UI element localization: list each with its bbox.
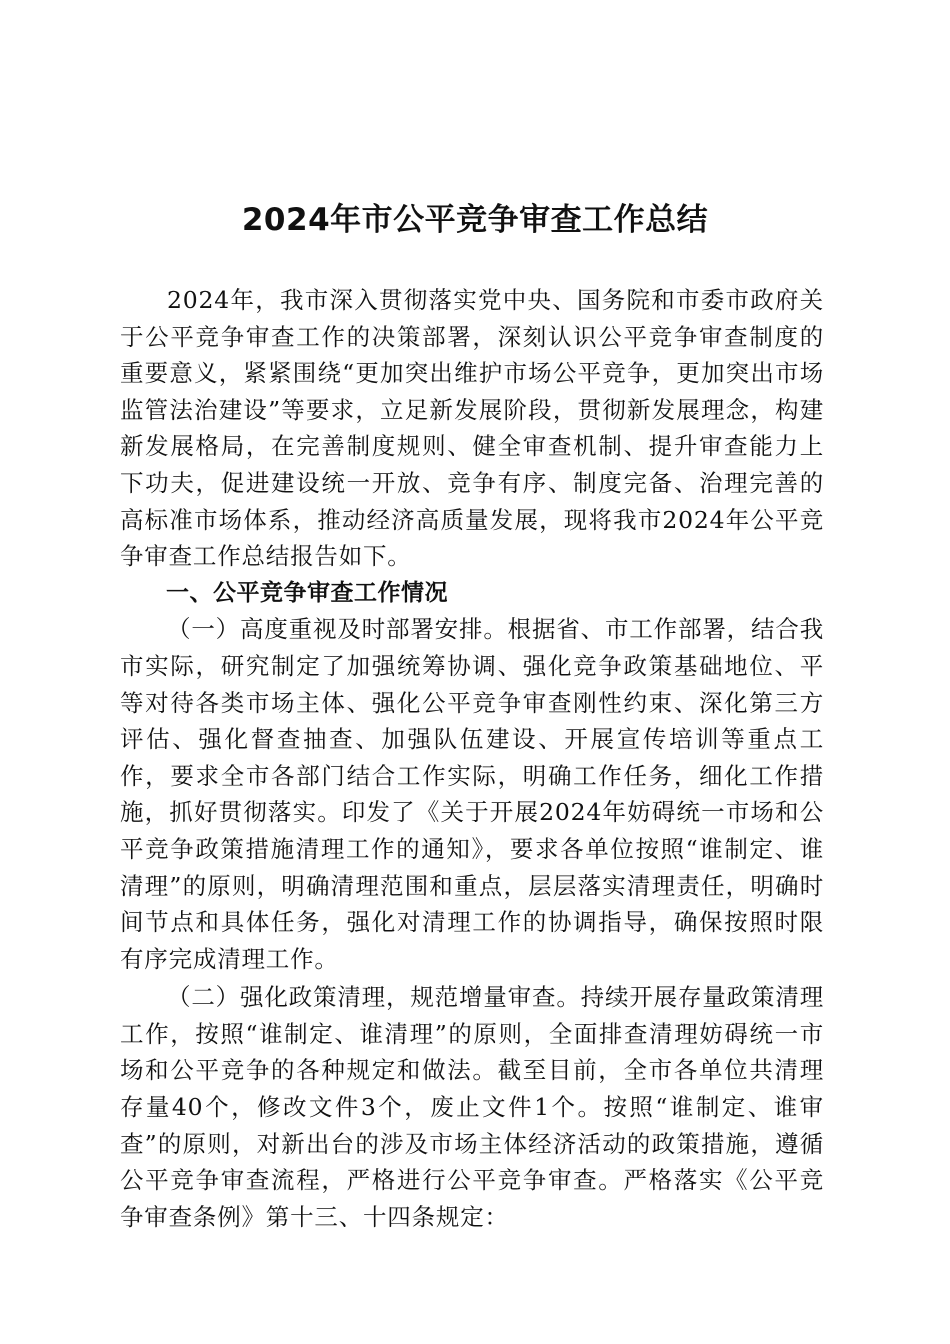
section-heading-1: 一、公平竞争审查工作情况: [166, 579, 448, 606]
paragraph-1: （一）高度重视及时部署安排。根据省、市工作部署，结合我市实际，研究制定了加强统筹协调、强化竞争政策基础地位、平等对待各类市场主体、强化公平竞争审查刚性约束、深化第三方评估、强化督查抽查、加强队伍建设、开展宣传培训等重点工作，要求全市各部门结合工作实际，明确工作任务，细化工作措施，抓好贯彻落实。印发了《关于开展2024年妨碍统一市场和公平竞争政策措施清理工作的通知》，要求各单位按照“谁制定、谁清理”的原则，明确清理范围和重点，层层落实清理责任，明确时间节点和具体任务，强化对清理工作的协调指导，确保按照时限有序完成清理工作。: [120, 615, 824, 973]
document-title: 2024年市公平竞争审查工作总结: [241, 202, 709, 238]
intro-paragraph: 2024年，我市深入贯彻落实党中央、国务院和市委市政府关于公平竞争审查工作的决策部署，深刻认识公平竞争审查制度的重要意义，紧紧围绕“更加突出维护市场公平竞争，更加突出市场监管法治建设”等要求，立足新发展阶段，贯彻新发展理念，构建新发展格局，在完善制度规则、健全审查机制、提升审查能力上下功夫，促进建设统一开放、竞争有序、制度完备、治理完善的高标准市场体系，推动经济高质量发展，现将我市2024年公平竞争审查工作总结报告如下。: [120, 286, 824, 571]
document-body: [120, 282, 824, 1235]
paragraph-2: （二）强化政策清理，规范增量审查。持续开展存量政策清理工作，按照“谁制定、谁清理”的原则，全面排查清理妨碍统一市场和公平竞争的各种规定和做法。截至目前，全市各单位共清理存量40个，修改文件3个，废止文件1个。按照“谁制定、谁审查”的原则，对新出台的涉及市场主体经济活动的政策措施，遵循公平竞争审查流程，严格进行公平竞争审查。严格落实《公平竞争审查条例》第十三、十四条规定：: [120, 983, 824, 1231]
